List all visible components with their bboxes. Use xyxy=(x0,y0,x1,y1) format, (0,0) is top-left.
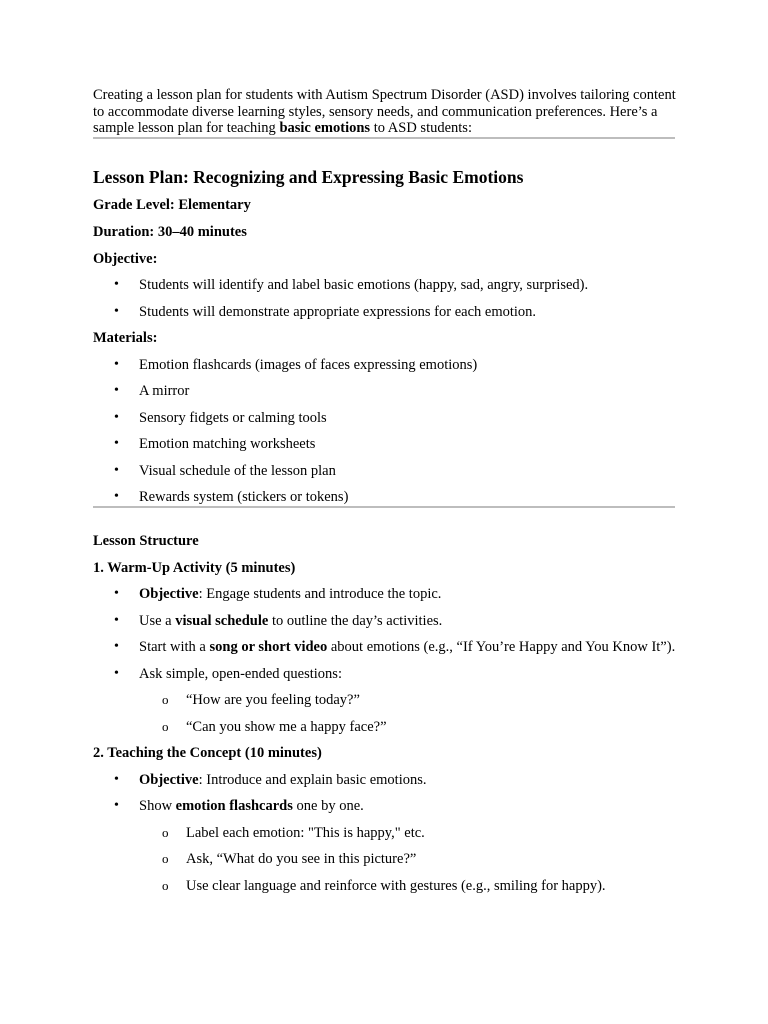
objective-text: : Introduce and explain basic emotions. xyxy=(198,771,427,788)
sub-list-item: o Ask, “What do you see in this picture?” xyxy=(93,850,678,868)
objective-label: Objective xyxy=(139,586,199,602)
lesson-structure-heading: Lesson Structure xyxy=(93,533,199,549)
intro-paragraph xyxy=(93,87,678,137)
list-item xyxy=(93,638,678,656)
intro-text-end: to ASD students: xyxy=(370,120,472,136)
divider xyxy=(93,137,675,139)
sub-list-item: o Label each emotion: "This is happy," etc. xyxy=(93,824,678,842)
sub-list-item: o “Can you show me a happy face?” xyxy=(93,718,678,736)
item-text: about emotions (e.g., “If You’re Happy and You Know It”). xyxy=(327,639,676,655)
warmup-heading: 1. Warm-Up Activity (5 minutes) xyxy=(93,559,296,576)
sub-list-item: o Use clear language and reinforce with gestures (e.g., smiling for happy). xyxy=(93,877,678,895)
objective-label: Objective xyxy=(139,771,199,788)
list-item: • Visual schedule of the lesson plan xyxy=(93,462,678,480)
intro-text: Creating a lesson plan for students with Autism Spectrum Disorder (ASD) involves tailoring content to accommodate diverse learning styles, sensory needs, and communication preferences. Here’s a sample lesson plan for teaching xyxy=(93,87,676,136)
list-item xyxy=(93,585,678,603)
list-item: • Sensory fidgets or calming tools xyxy=(93,409,678,427)
sub-list-item: o “How are you feeling today?” xyxy=(93,691,678,709)
lesson-title: Lesson Plan: Recognizing and Expressing Basic Emotions xyxy=(93,166,524,187)
item-text: one by one. xyxy=(292,798,364,814)
list-item xyxy=(93,612,678,630)
list-item: • Emotion matching worksheets xyxy=(93,435,678,453)
list-item: • Students will identify and label basic emotions (happy, sad, angry, surprised). xyxy=(93,276,678,294)
list-item: • Ask simple, open-ended questions: xyxy=(93,665,678,683)
divider xyxy=(93,506,675,508)
teaching-heading: 2. Teaching the Concept (10 minutes) xyxy=(93,745,322,761)
item-text: Show xyxy=(139,798,176,814)
intro-bold-text: basic emotions xyxy=(279,120,371,136)
materials-list xyxy=(93,356,678,507)
list-item xyxy=(93,771,678,789)
item-bold-text: song or short video xyxy=(209,639,328,655)
item-text: Start with a xyxy=(139,639,210,655)
warmup-questions-list xyxy=(93,691,678,736)
list-item: • A mirror xyxy=(93,382,678,400)
duration: Duration: 30–40 minutes xyxy=(93,223,247,240)
document-page xyxy=(93,87,678,895)
warmup-list xyxy=(93,585,678,683)
objective-text: : Engage students and introduce the topic. xyxy=(198,586,442,602)
list-item xyxy=(93,797,678,815)
grade-level: Grade Level: Elementary xyxy=(93,196,251,213)
item-bold-text: emotion flashcards xyxy=(175,798,293,814)
item-bold-text: visual schedule xyxy=(175,612,269,629)
teaching-list xyxy=(93,771,678,816)
objectives-list xyxy=(93,276,678,321)
list-item: • Rewards system (stickers or tokens) xyxy=(93,488,678,506)
item-text: Use a xyxy=(139,612,176,629)
materials-heading: Materials: xyxy=(93,330,158,346)
teaching-subitems-list xyxy=(93,824,678,895)
item-text: to outline the day’s activities. xyxy=(268,612,443,629)
objective-heading: Objective: xyxy=(93,250,158,267)
list-item: • Emotion flashcards (images of faces expressing emotions) xyxy=(93,356,678,374)
list-item: • Students will demonstrate appropriate expressions for each emotion. xyxy=(93,303,678,321)
